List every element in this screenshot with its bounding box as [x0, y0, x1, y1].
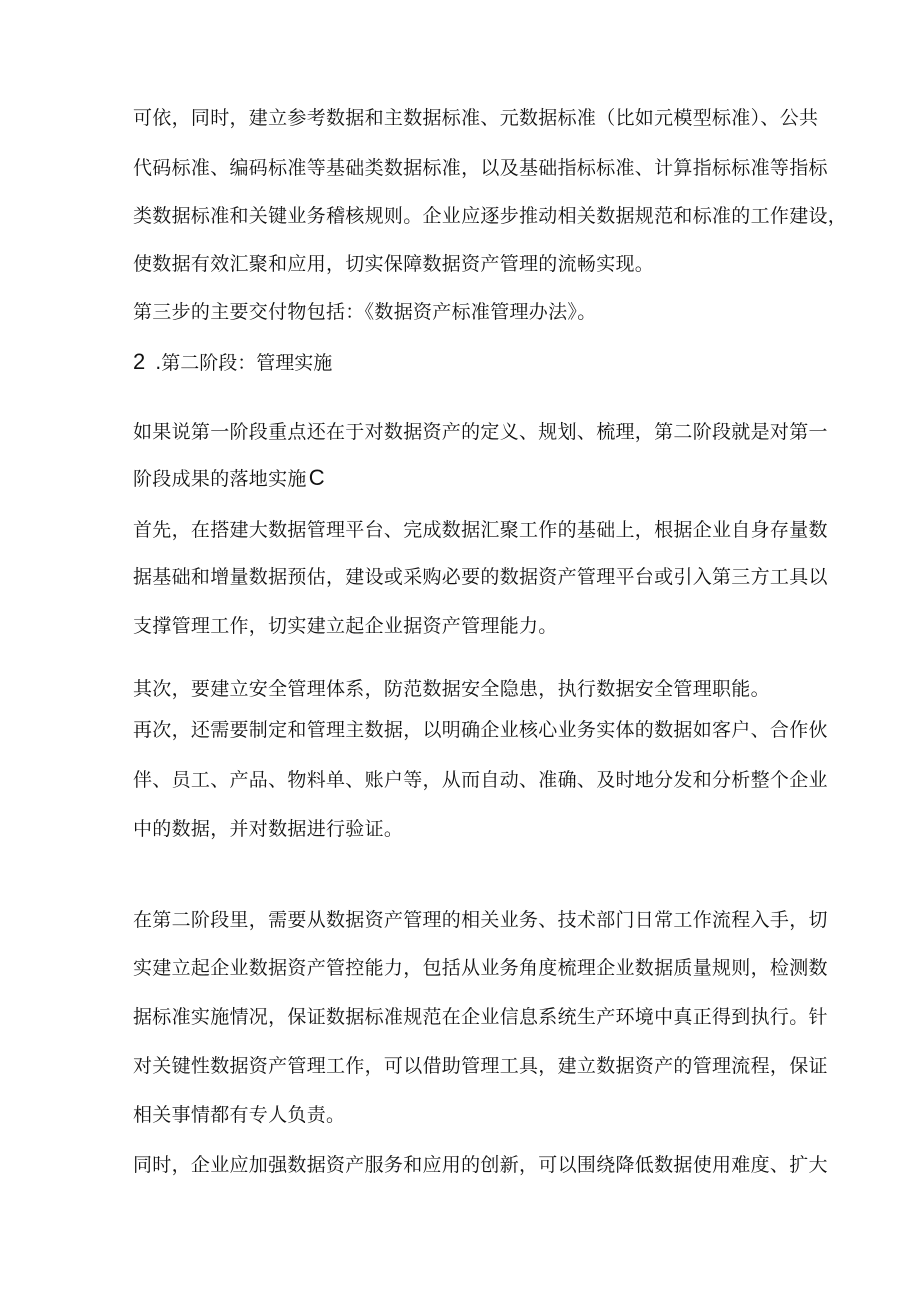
paragraph-1-line-2: 代码标准、编码标准等基础类数据标准，以及基础指标标准、计算指标标准等指标: [133, 157, 828, 179]
paragraph-6-line-1: 再次，还需要制定和管理主数据，以明确企业核心业务实体的数据如客户、合作伙: [133, 719, 828, 741]
paragraph-7-line-5: 相关事情都有专人负责。: [133, 1104, 346, 1126]
paragraph-7-line-4: 对关键性数据资产管理工作，可以借助管理工具，建立数据资产的管理流程，保证: [133, 1055, 828, 1077]
paragraph-3-line-1: 如果说第一阶段重点还在于对数据资产的定义、规划、梳理，第二阶段就是对第一: [133, 421, 828, 443]
paragraph-6-line-3: 中的数据，并对数据进行验证。: [133, 818, 404, 840]
section-heading-text: .第二阶段：管理实施: [155, 352, 333, 374]
paragraph-3-line-2: [133, 466, 325, 491]
paragraph-3-tail-letter: C: [308, 465, 325, 490]
paragraph-8-line-1: 同时，企业应加强数据资产服务和应用的创新，可以围绕降低数据使用难度、扩大: [133, 1154, 828, 1176]
paragraph-7-line-2: 实建立起企业数据资产管控能力，包括从业务角度梳理企业数据质量规则，检测数: [133, 957, 828, 979]
paragraph-7-line-3: 据标准实施情况，保证数据标准规范在企业信息系统生产环境中真正得到执行。针: [133, 1006, 828, 1028]
paragraph-3-line-2-text: 阶段成果的落地实施: [133, 468, 307, 490]
section-heading-number: 2: [133, 349, 146, 374]
paragraph-4-line-3: 支撑管理工作，切实建立起企业据资产管理能力。: [133, 615, 558, 637]
paragraph-5-line-1: 其次，要建立安全管理体系，防范数据安全隐患，执行数据安全管理职能。: [133, 678, 770, 700]
paragraph-1-line-3: 类数据标准和关键业务稽核规则。企业应逐步推动相关数据规范和标准的工作建设，: [133, 205, 848, 227]
paragraph-6-line-2: 伴、员工、产品、物料单、账户等，从而自动、准确、及时地分发和分析整个企业: [133, 769, 828, 791]
paragraph-1-line-4: 使数据有效汇聚和应用，切实保障数据资产管理的流畅实现。: [133, 253, 655, 275]
section-heading: [133, 350, 332, 375]
paragraph-4-line-2: 据基础和增量数据预估，建设或采购必要的数据资产管理平台或引入第三方工具以: [133, 566, 828, 588]
paragraph-2-line-1: 第三步的主要交付物包括：《数据资产标准管理办法》。: [133, 301, 597, 323]
paragraph-7-line-1: 在第二阶段里，需要从数据资产管理的相关业务、技术部门日常工作流程入手，切: [133, 909, 828, 931]
paragraph-1-line-1: 可依，同时，建立参考数据和主数据标准、元数据标准（比如元模型标准）、公共: [133, 107, 819, 129]
paragraph-4-line-1: 首先，在搭建大数据管理平台、完成数据汇聚工作的基础上，根据企业自身存量数: [133, 519, 828, 541]
